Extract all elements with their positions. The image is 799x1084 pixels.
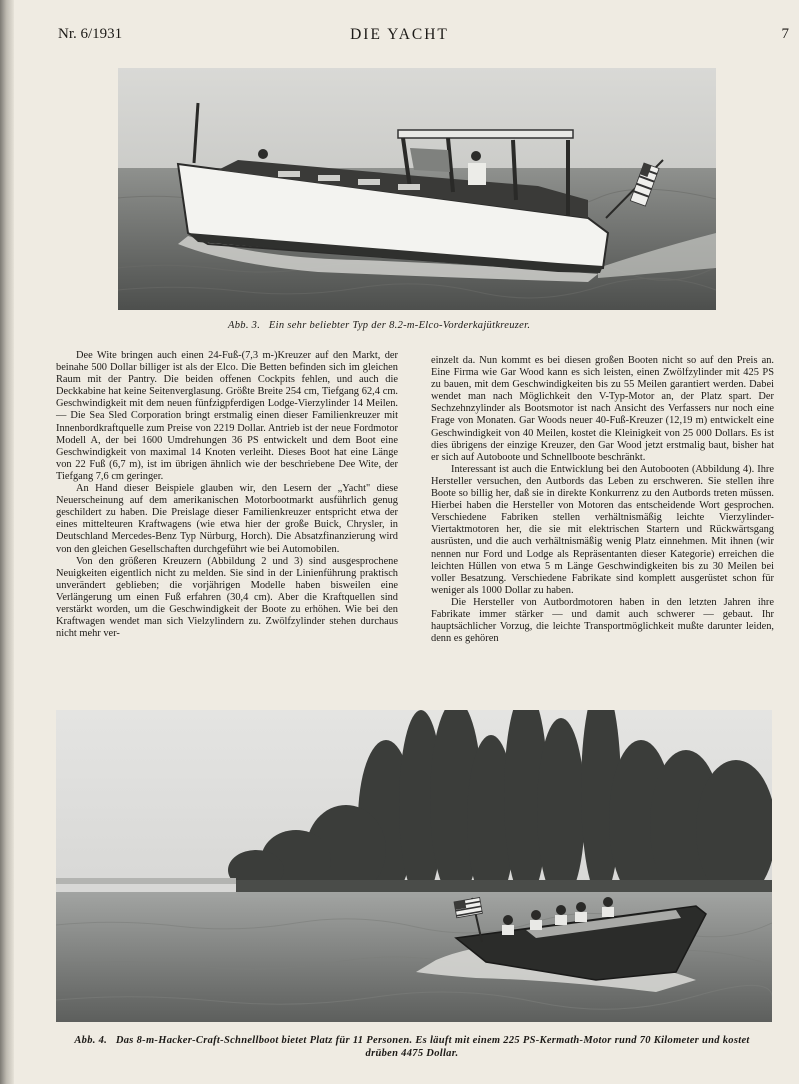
figure-4-label: Abb. 4. <box>74 1035 108 1046</box>
figure-3-text: Ein sehr beliebter Typ der 8.2-m-Elco-Vorderkajütkreuzer. <box>268 320 531 331</box>
speedboat-photo <box>56 710 772 1022</box>
text-column-right <box>431 355 774 645</box>
paragraph: An Hand dieser Beispiele glauben wir, den Lesern der „Yacht" diese Neuerscheinung auf dem amerikanischen Motorbootmarkt ausführlich genug geschildert zu haben. Die Preislage dieser Familienkreuzer entspricht etwa der eines mittelteuren Kraftwagens (wie etwa hier der große Buick, Chrysler, in Deutschland Mercedes-Benz Typ Nürburg, Horch). Die Absatzfinanzierung wird von den gleichen Gesellschaften durchgeführt wie bei Automobilen. <box>56 483 398 555</box>
cruiser-photo <box>118 68 716 310</box>
paragraph: Von den größeren Kreuzern (Abbildung 2 und 3) sind ausgesprochene Neuigkeiten eigentlich nicht zu melden. Sie sind in der Linienführung praktisch unverändert geblieben; die vorjährigen Modelle haben bisweilen eine Verlängerung um einen Fuß erfahren (30,4 cm). Aber die Kraftquellen sind verstärkt worden, um die Geschwindigkeit der Boote zu erhöhen. Wie bei den Kraftwagen wendet man sich Vielzylindern zu. Zwölfzylinder stehen durchaus nicht mehr ver- <box>56 555 398 640</box>
paragraph: Die Hersteller von Autbordmotoren haben in den letzten Jahren ihre Fabrikate immer stärker — und damit auch schwerer — gebaut. Ihr hauptsächlicher Vorzug, die leichte Transportmöglichkeit mußte darunter leiden, denn es gehören <box>431 596 774 645</box>
binding-spine <box>0 0 14 1084</box>
paragraph: Interessant ist auch die Entwicklung bei den Autobooten (Abbildung 4). Ihre Hersteller versuchen, den Autbords das Leben zu erschweren. Sie stellen ihre Boote so billig her, daß sie in direkte Konkurrenz zu den Autbords treten müssen. Hierbei haben die Hersteller von Motoren das entscheidende Wort gesprochen. Verschiedene Fabriken stellen verhältnismäßig leichte Vierzylinder-Viertaktmotoren her, die sie mit elektrischen Startern und Rückwärtsgang ausrüsten, und die auch verhältnismäßig wenig Platz einnehmen. Mit ihnen (wir nennen nur Ford und Lodge als Repräsentanten dieser Kategorie) erreichen die leichten Hüllen von etwa 5 m Länge Geschwindigkeiten bis zu 30 Meilen bei voller Besatzung. Verschiedene Fabrikate sind komplett ausgerüstet schon für weniger als 1000 Dollar zu haben. <box>431 463 774 596</box>
magazine-title: DIE YACHT <box>350 26 449 43</box>
figure-3-label: Abb. 3. <box>228 320 261 331</box>
figure-4-caption <box>62 1034 762 1060</box>
figure-3-caption <box>228 320 648 331</box>
page-number: 7 <box>781 26 789 42</box>
issue-number: Nr. 6/1931 <box>58 26 123 42</box>
paragraph: einzelt da. Nun kommt es bei diesen großen Booten nicht so auf den Preis an. Eine Firma wie Gar Wood kann es sich leisten, einen Zwölfzylinder mit 425 PS zu bauen, mit dem Geschwindigkeiten bis zu 55 Meilen garantiert werden. Dabei wendet man nach Möglichkeit den V-Typ-Motor an, der Platz spart. Der Sechzehnzylinder als Bootsmotor ist nach Ansicht des Verfassers nur noch eine Frage von Monaten. Gar Woods neuer 40-Fuß-Kreuzer (12,19 m) entwickelt eine Geschwindigkeit von 40 Meilen, kostet die Kleinigkeit von 25 000 Dollars. Es ist dies übrigens der einzige Kreuzer, den Gar Wood jetzt erstmalig baut, bisher hat er sich auf Autoboote und Schnellboote beschränkt. <box>431 355 774 463</box>
paragraph: Dee Wite bringen auch einen 24-Fuß-(7,3 m-)Kreuzer auf den Markt, der beinahe 500 Dollar billiger ist als der Elco. Die Betten befinden sich im gleichen Raum mit der Pantry. Die beiden offenen Cockpits fehlen, und auch die Deckkabine hat keine Seitenverglasung. Größte Breite 254 cm, Tiefgang 62,4 cm. Geschwindigkeit mit dem neuen fünfzigpferdigen Lodge-Vierzylinder 14 Meilen. — Die Sea Sled Corporation bringt erstmalig einen dieser Familienkreuzer mit Innenbordkraftquelle zum Preise von 2219 Dollar. Antrieb ist der neue Fordmotor Modell A, der bei 1600 Umdrehungen 36 PS entwickelt und dem Boot eine Geschwindigkeit von maximal 14 Knoten verleiht. Dieses Boot hat eine Länge von 22 Fuß (6,7 m), ist im übrigen ähnlich wie der beschriebene Dee Wite, der Tiefgang 7,6 cm geringer. <box>56 350 398 482</box>
figure-4-text: Das 8-m-Hacker-Craft-Schnellboot bietet Platz für 11 Personen. Es läuft mit einem 225 PS-Kermath-Motor rund 70 Kilometer und kostet drüben 4475 Dollar. <box>115 1035 750 1059</box>
text-column-left <box>56 350 398 640</box>
